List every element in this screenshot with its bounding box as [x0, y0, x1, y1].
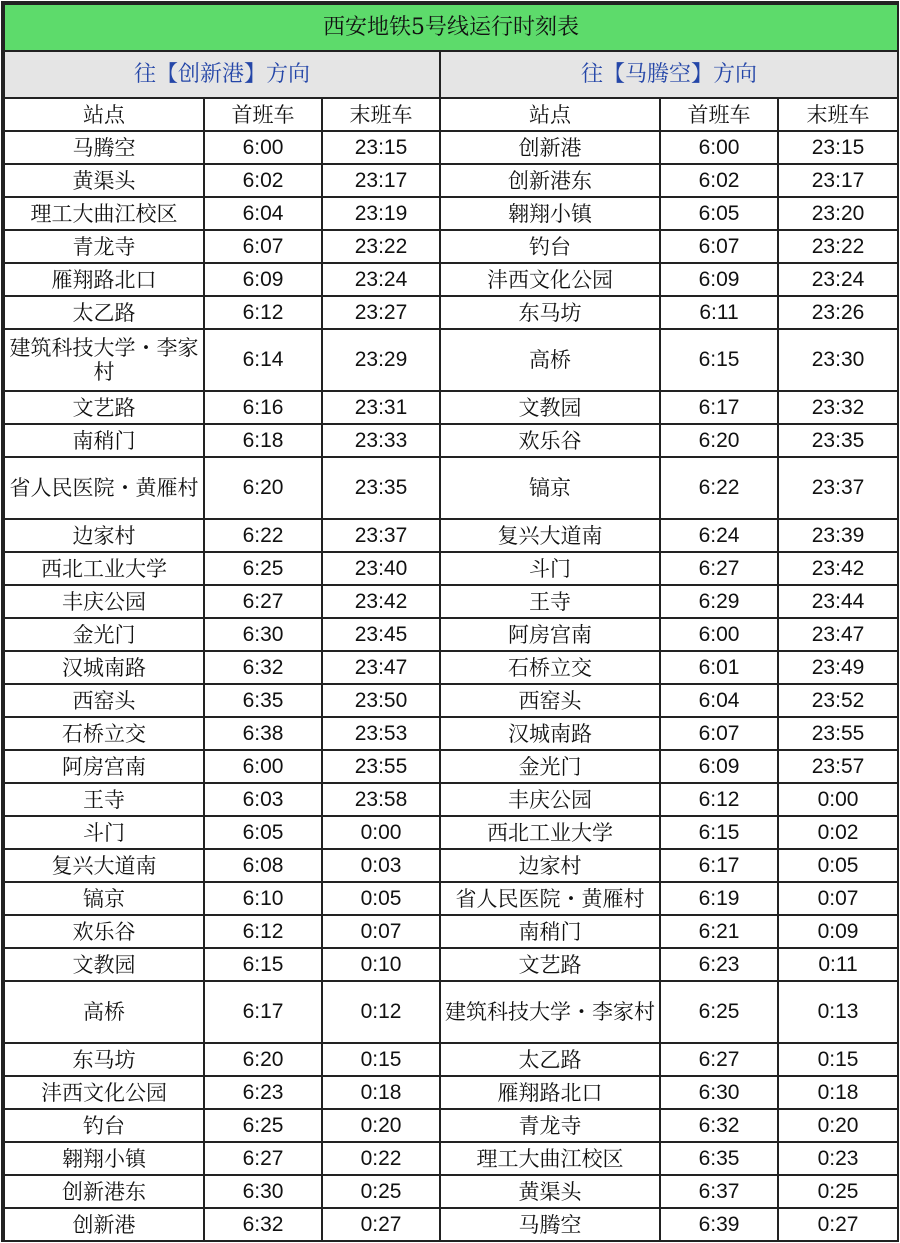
station-cell: 石桥立交: [440, 651, 660, 684]
last-train-cell: 0:07: [778, 882, 898, 915]
station-cell: 汉城南路: [4, 651, 204, 684]
table-row: [4, 585, 898, 618]
first-train-cell: 6:22: [204, 519, 322, 552]
first-train-cell: 6:30: [660, 1076, 778, 1109]
station-cell: 镐京: [440, 457, 660, 519]
station-cell: 太乙路: [4, 296, 204, 329]
first-train-cell: 6:35: [204, 684, 322, 717]
table-row: [4, 296, 898, 329]
table-row: [4, 519, 898, 552]
last-train-cell: 0:27: [778, 1208, 898, 1241]
table-row: [4, 329, 898, 391]
last-train-cell: 0:03: [322, 849, 440, 882]
column-header-first-train: 首班车: [660, 98, 778, 131]
last-train-cell: 0:02: [778, 816, 898, 849]
table-row: [4, 651, 898, 684]
title-row: [4, 4, 898, 51]
first-train-cell: 6:07: [660, 230, 778, 263]
station-cell: 文教园: [4, 948, 204, 981]
last-train-cell: 23:49: [778, 651, 898, 684]
first-train-cell: 6:20: [204, 457, 322, 519]
first-train-cell: 6:27: [204, 585, 322, 618]
first-train-cell: 6:30: [204, 618, 322, 651]
first-train-cell: 6:32: [204, 1208, 322, 1241]
last-train-cell: 23:15: [322, 131, 440, 164]
last-train-cell: 0:27: [322, 1208, 440, 1241]
first-train-cell: 6:11: [660, 296, 778, 329]
station-cell: 欢乐谷: [4, 915, 204, 948]
first-train-cell: 6:01: [660, 651, 778, 684]
station-cell: 黄渠头: [4, 164, 204, 197]
station-cell: 西窑头: [440, 684, 660, 717]
first-train-cell: 6:05: [660, 197, 778, 230]
first-train-cell: 6:12: [660, 783, 778, 816]
table-row: [4, 1043, 898, 1076]
last-train-cell: 23:22: [778, 230, 898, 263]
first-train-cell: 6:16: [204, 391, 322, 424]
first-train-cell: 6:23: [204, 1076, 322, 1109]
table-row: [4, 131, 898, 164]
station-cell: 马腾空: [4, 131, 204, 164]
last-train-cell: 0:18: [778, 1076, 898, 1109]
station-cell: 马腾空: [440, 1208, 660, 1241]
first-train-cell: 6:32: [204, 651, 322, 684]
station-cell: 东马坊: [440, 296, 660, 329]
first-train-cell: 6:17: [660, 849, 778, 882]
first-train-cell: 6:32: [660, 1109, 778, 1142]
station-cell: 西窑头: [4, 684, 204, 717]
station-cell: 青龙寺: [440, 1109, 660, 1142]
station-cell: 阿房宫南: [440, 618, 660, 651]
first-train-cell: 6:22: [660, 457, 778, 519]
station-cell: 西北工业大学: [440, 816, 660, 849]
station-cell: 建筑科技大学・李家村: [4, 329, 204, 391]
first-train-cell: 6:09: [660, 263, 778, 296]
station-cell: 斗门: [4, 816, 204, 849]
first-train-cell: 6:15: [204, 948, 322, 981]
last-train-cell: 23:22: [322, 230, 440, 263]
table-row: [4, 816, 898, 849]
last-train-cell: 0:13: [778, 981, 898, 1043]
last-train-cell: 0:18: [322, 1076, 440, 1109]
table-row: [4, 882, 898, 915]
first-train-cell: 6:09: [204, 263, 322, 296]
last-train-cell: 23:57: [778, 750, 898, 783]
last-train-cell: 23:35: [778, 424, 898, 457]
station-cell: 丰庆公园: [4, 585, 204, 618]
station-cell: 丰庆公园: [440, 783, 660, 816]
timetable-body: [4, 4, 898, 1241]
first-train-cell: 6:17: [204, 981, 322, 1043]
last-train-cell: 0:00: [778, 783, 898, 816]
station-cell: 建筑科技大学・李家村: [440, 981, 660, 1043]
last-train-cell: 23:26: [778, 296, 898, 329]
last-train-cell: 23:17: [778, 164, 898, 197]
first-train-cell: 6:17: [660, 391, 778, 424]
first-train-cell: 6:38: [204, 717, 322, 750]
station-cell: 创新港: [4, 1208, 204, 1241]
first-train-cell: 6:25: [660, 981, 778, 1043]
first-train-cell: 6:27: [660, 552, 778, 585]
first-train-cell: 6:25: [204, 1109, 322, 1142]
last-train-cell: 23:42: [778, 552, 898, 585]
station-cell: 雁翔路北口: [440, 1076, 660, 1109]
first-train-cell: 6:00: [660, 131, 778, 164]
table-row: [4, 981, 898, 1043]
last-train-cell: 23:20: [778, 197, 898, 230]
first-train-cell: 6:37: [660, 1175, 778, 1208]
table-row: [4, 783, 898, 816]
first-train-cell: 6:07: [660, 717, 778, 750]
first-train-cell: 6:04: [204, 197, 322, 230]
table-row: [4, 263, 898, 296]
first-train-cell: 6:30: [204, 1175, 322, 1208]
table-row: [4, 1175, 898, 1208]
station-cell: 黄渠头: [440, 1175, 660, 1208]
last-train-cell: 23:37: [778, 457, 898, 519]
first-train-cell: 6:25: [204, 552, 322, 585]
first-train-cell: 6:20: [204, 1043, 322, 1076]
column-header-row: [4, 98, 898, 131]
last-train-cell: 23:40: [322, 552, 440, 585]
last-train-cell: 0:25: [322, 1175, 440, 1208]
first-train-cell: 6:00: [204, 750, 322, 783]
last-train-cell: 0:07: [322, 915, 440, 948]
last-train-cell: 23:29: [322, 329, 440, 391]
last-train-cell: 0:05: [322, 882, 440, 915]
station-cell: 文艺路: [440, 948, 660, 981]
first-train-cell: 6:02: [660, 164, 778, 197]
table-row: [4, 684, 898, 717]
station-cell: 创新港东: [4, 1175, 204, 1208]
station-cell: 南稍门: [440, 915, 660, 948]
station-cell: 钓台: [440, 230, 660, 263]
table-row: [4, 391, 898, 424]
first-train-cell: 6:27: [660, 1043, 778, 1076]
table-row: [4, 717, 898, 750]
table-row: [4, 197, 898, 230]
last-train-cell: 23:50: [322, 684, 440, 717]
first-train-cell: 6:35: [660, 1142, 778, 1175]
last-train-cell: 23:39: [778, 519, 898, 552]
station-cell: 省人民医院・黄雁村: [440, 882, 660, 915]
last-train-cell: 0:11: [778, 948, 898, 981]
first-train-cell: 6:15: [660, 816, 778, 849]
station-cell: 文艺路: [4, 391, 204, 424]
first-train-cell: 6:15: [660, 329, 778, 391]
station-cell: 创新港东: [440, 164, 660, 197]
last-train-cell: 23:45: [322, 618, 440, 651]
station-cell: 金光门: [4, 618, 204, 651]
station-cell: 沣西文化公园: [440, 263, 660, 296]
last-train-cell: 23:53: [322, 717, 440, 750]
table-row: [4, 230, 898, 263]
direction-header-matengkong: 往【马腾空】方向: [440, 51, 898, 98]
last-train-cell: 0:09: [778, 915, 898, 948]
table-row: [4, 424, 898, 457]
timetable-title: 西安地铁5号线运行时刻表: [4, 4, 898, 51]
first-train-cell: 6:07: [204, 230, 322, 263]
first-train-cell: 6:08: [204, 849, 322, 882]
station-cell: 汉城南路: [440, 717, 660, 750]
timetable: [3, 3, 899, 1242]
station-cell: 斗门: [440, 552, 660, 585]
last-train-cell: 23:17: [322, 164, 440, 197]
last-train-cell: 23:47: [322, 651, 440, 684]
last-train-cell: 0:15: [322, 1043, 440, 1076]
station-cell: 高桥: [4, 981, 204, 1043]
station-cell: 镐京: [4, 882, 204, 915]
first-train-cell: 6:29: [660, 585, 778, 618]
column-header-first-train: 首班车: [204, 98, 322, 131]
table-row: [4, 552, 898, 585]
station-cell: 西北工业大学: [4, 552, 204, 585]
first-train-cell: 6:14: [204, 329, 322, 391]
station-cell: 钓台: [4, 1109, 204, 1142]
last-train-cell: 23:24: [778, 263, 898, 296]
last-train-cell: 0:23: [778, 1142, 898, 1175]
station-cell: 金光门: [440, 750, 660, 783]
last-train-cell: 0:10: [322, 948, 440, 981]
station-cell: 南稍门: [4, 424, 204, 457]
last-train-cell: 23:37: [322, 519, 440, 552]
last-train-cell: 23:27: [322, 296, 440, 329]
last-train-cell: 0:22: [322, 1142, 440, 1175]
first-train-cell: 6:02: [204, 164, 322, 197]
station-cell: 理工大曲江校区: [440, 1142, 660, 1175]
first-train-cell: 6:23: [660, 948, 778, 981]
first-train-cell: 6:10: [204, 882, 322, 915]
column-header-station: 站点: [440, 98, 660, 131]
last-train-cell: 23:35: [322, 457, 440, 519]
last-train-cell: 23:44: [778, 585, 898, 618]
first-train-cell: 6:19: [660, 882, 778, 915]
table-row: [4, 915, 898, 948]
last-train-cell: 23:19: [322, 197, 440, 230]
last-train-cell: 23:52: [778, 684, 898, 717]
station-cell: 东马坊: [4, 1043, 204, 1076]
last-train-cell: 23:55: [778, 717, 898, 750]
table-row: [4, 1208, 898, 1241]
station-cell: 雁翔路北口: [4, 263, 204, 296]
table-row: [4, 849, 898, 882]
last-train-cell: 0:15: [778, 1043, 898, 1076]
table-row: [4, 164, 898, 197]
column-header-station: 站点: [4, 98, 204, 131]
direction-header-chuangxingang: 往【创新港】方向: [4, 51, 440, 98]
column-header-last-train: 末班车: [322, 98, 440, 131]
table-row: [4, 1076, 898, 1109]
first-train-cell: 6:18: [204, 424, 322, 457]
station-cell: 理工大曲江校区: [4, 197, 204, 230]
last-train-cell: 23:47: [778, 618, 898, 651]
last-train-cell: 23:31: [322, 391, 440, 424]
first-train-cell: 6:27: [204, 1142, 322, 1175]
first-train-cell: 6:20: [660, 424, 778, 457]
last-train-cell: 23:15: [778, 131, 898, 164]
last-train-cell: 23:42: [322, 585, 440, 618]
first-train-cell: 6:12: [204, 915, 322, 948]
last-train-cell: 23:55: [322, 750, 440, 783]
first-train-cell: 6:03: [204, 783, 322, 816]
first-train-cell: 6:00: [660, 618, 778, 651]
table-row: [4, 1142, 898, 1175]
last-train-cell: 0:20: [322, 1109, 440, 1142]
timetable-sheet: [1, 1, 899, 1242]
station-cell: 复兴大道南: [4, 849, 204, 882]
station-cell: 复兴大道南: [440, 519, 660, 552]
station-cell: 青龙寺: [4, 230, 204, 263]
first-train-cell: 6:12: [204, 296, 322, 329]
last-train-cell: 23:58: [322, 783, 440, 816]
last-train-cell: 23:32: [778, 391, 898, 424]
last-train-cell: 23:24: [322, 263, 440, 296]
station-cell: 石桥立交: [4, 717, 204, 750]
station-cell: 王寺: [4, 783, 204, 816]
table-row: [4, 948, 898, 981]
last-train-cell: 23:30: [778, 329, 898, 391]
table-row: [4, 750, 898, 783]
first-train-cell: 6:09: [660, 750, 778, 783]
first-train-cell: 6:00: [204, 131, 322, 164]
last-train-cell: 0:20: [778, 1109, 898, 1142]
last-train-cell: 0:12: [322, 981, 440, 1043]
station-cell: 阿房宫南: [4, 750, 204, 783]
station-cell: 省人民医院・黄雁村: [4, 457, 204, 519]
station-cell: 高桥: [440, 329, 660, 391]
station-cell: 创新港: [440, 131, 660, 164]
first-train-cell: 6:04: [660, 684, 778, 717]
station-cell: 翱翔小镇: [440, 197, 660, 230]
table-row: [4, 618, 898, 651]
column-header-last-train: 末班车: [778, 98, 898, 131]
last-train-cell: 0:00: [322, 816, 440, 849]
first-train-cell: 6:24: [660, 519, 778, 552]
first-train-cell: 6:21: [660, 915, 778, 948]
table-row: [4, 457, 898, 519]
station-cell: 欢乐谷: [440, 424, 660, 457]
station-cell: 沣西文化公园: [4, 1076, 204, 1109]
station-cell: 边家村: [440, 849, 660, 882]
last-train-cell: 0:25: [778, 1175, 898, 1208]
station-cell: 边家村: [4, 519, 204, 552]
direction-row: [4, 51, 898, 98]
last-train-cell: 23:33: [322, 424, 440, 457]
first-train-cell: 6:39: [660, 1208, 778, 1241]
station-cell: 文教园: [440, 391, 660, 424]
station-cell: 太乙路: [440, 1043, 660, 1076]
station-cell: 翱翔小镇: [4, 1142, 204, 1175]
first-train-cell: 6:05: [204, 816, 322, 849]
station-cell: 王寺: [440, 585, 660, 618]
table-row: [4, 1109, 898, 1142]
last-train-cell: 0:05: [778, 849, 898, 882]
